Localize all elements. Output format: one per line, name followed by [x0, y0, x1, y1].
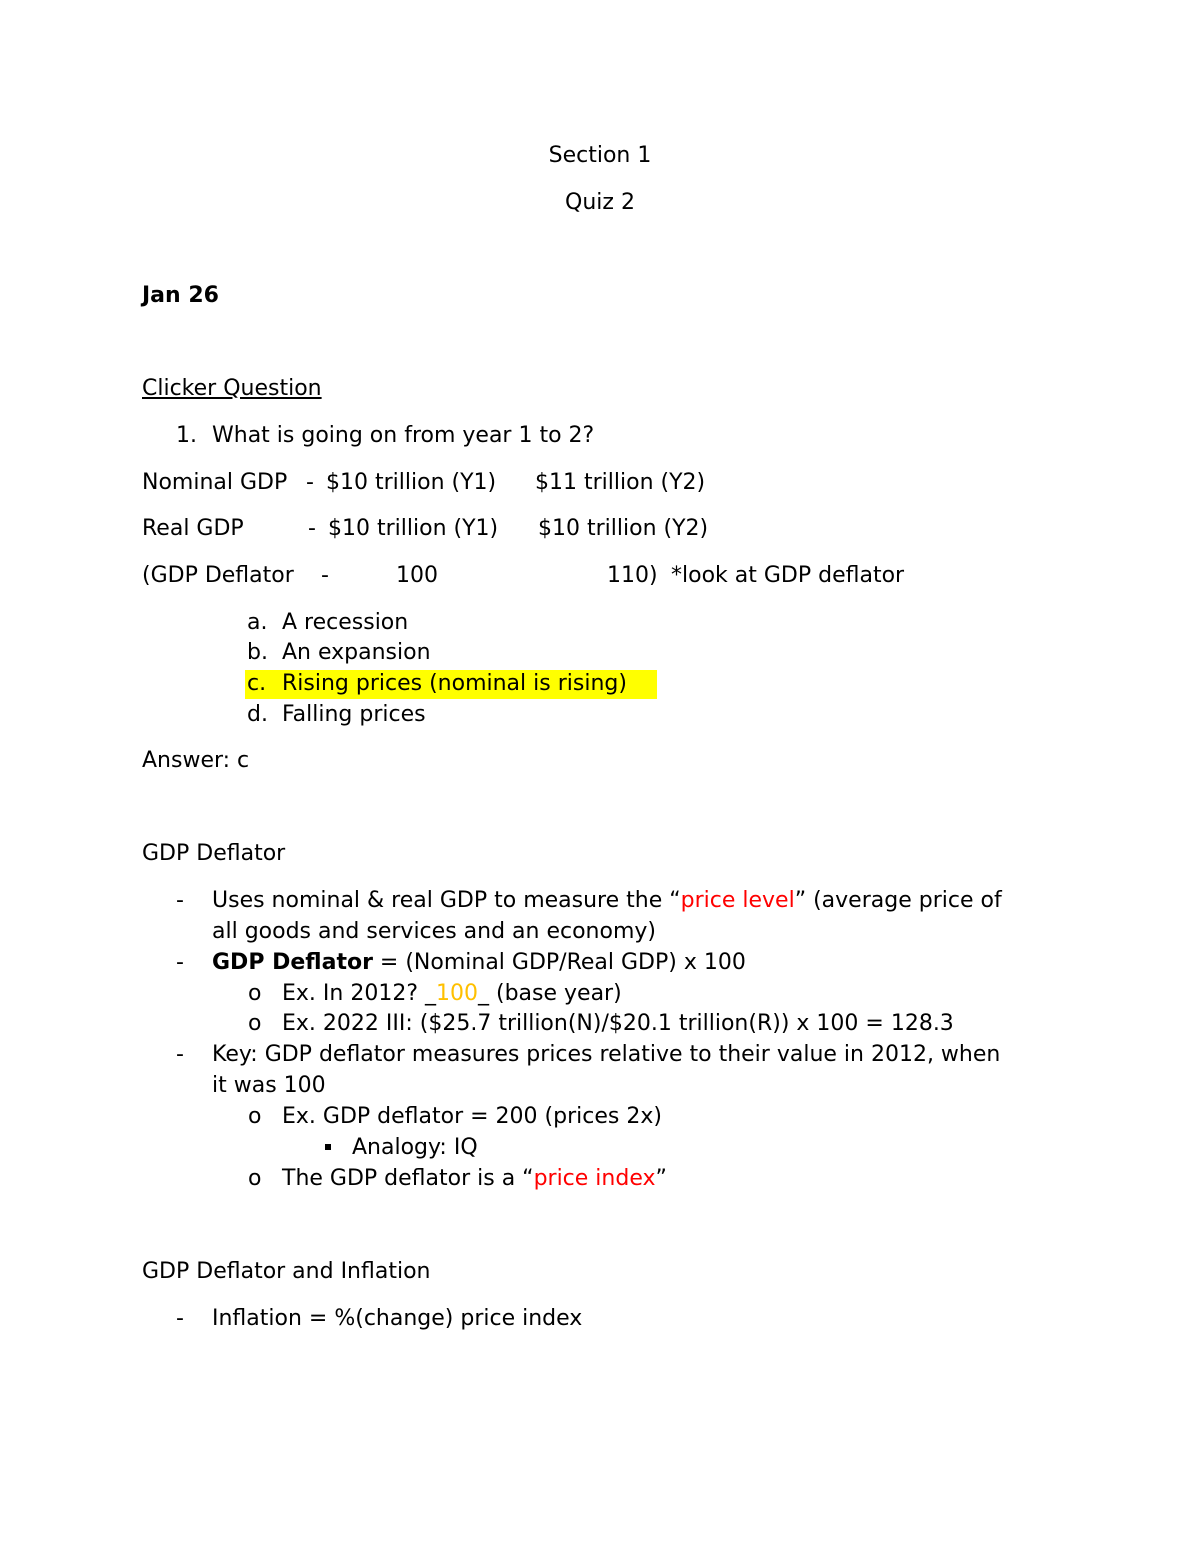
bullet-price-level: Uses nominal & real GDP to measure the “price level” (average price of [212, 888, 1002, 913]
real-dash: - [308, 516, 316, 541]
bullet-formula: GDP Deflator = (Nominal GDP/Real GDP) x 100 [212, 950, 746, 975]
bullet-dash: - [176, 888, 184, 913]
nominal-y2: $11 trillion (Y2) [535, 470, 706, 495]
option-b-letter: b. [247, 640, 268, 665]
bullet-key-cont: it was 100 [212, 1073, 326, 1098]
bullet-inflation: Inflation = %(change) price index [212, 1306, 583, 1331]
bullet-dash: - [176, 1042, 184, 1067]
sub-bullet-marker: o [248, 981, 262, 1006]
deflator-dash: - [321, 563, 329, 588]
option-d-text: Falling prices [282, 702, 426, 727]
bullet-dash: - [176, 1306, 184, 1331]
sub-bullet-marker: o [248, 1166, 262, 1191]
nominal-y1: $10 trillion (Y1) [326, 470, 497, 495]
real-label: Real GDP [142, 516, 244, 541]
real-y1: $10 trillion (Y1) [328, 516, 499, 541]
option-a-letter: a. [247, 610, 268, 635]
option-b-text: An expansion [282, 640, 431, 665]
nominal-label: Nominal GDP [142, 470, 288, 495]
deflator-label: (GDP Deflator [142, 563, 294, 588]
quiz-title: Quiz 2 [565, 190, 635, 215]
deflator-note: *look at GDP deflator [671, 563, 905, 588]
date-heading: Jan 26 [142, 283, 219, 308]
sub-bullet-base-year: Ex. In 2012? _100_ (base year) [282, 981, 622, 1006]
deflator-y2: 110) [607, 563, 658, 588]
question-text: What is going on from year 1 to 2? [212, 423, 595, 448]
sub-bullet-2022-example: Ex. 2022 III: ($25.7 trillion(N)/$20.1 trillion(R)) x 100 = 128.3 [282, 1011, 954, 1036]
deflator-y1: 100 [396, 563, 438, 588]
gdp-deflator-heading: GDP Deflator [142, 841, 286, 866]
sub-bullet-price-index: The GDP deflator is a “price index” [282, 1166, 667, 1191]
bullet-key: Key: GDP deflator measures prices relative to their value in 2012, when [212, 1042, 1001, 1067]
option-c-letter: c. [247, 671, 267, 696]
section-title: Section 1 [548, 143, 652, 168]
option-c-text: Rising prices (nominal is rising) [282, 671, 627, 696]
bullet-price-level-cont: all goods and services and an economy) [212, 919, 656, 944]
option-d-letter: d. [247, 702, 268, 727]
inflation-heading: GDP Deflator and Inflation [142, 1259, 431, 1284]
sub-bullet-marker: o [248, 1011, 262, 1036]
answer-text: Answer: c [142, 748, 250, 773]
real-y2: $10 trillion (Y2) [538, 516, 709, 541]
sub-sub-bullet-analogy: Analogy: IQ [352, 1135, 478, 1160]
clicker-heading: Clicker Question [142, 376, 322, 401]
option-a-text: A recession [282, 610, 409, 635]
sub-bullet-marker: o [248, 1104, 262, 1129]
nominal-dash: - [306, 470, 314, 495]
bullet-dash: - [176, 950, 184, 975]
square-bullet-icon [325, 1144, 331, 1150]
question-number: 1. [176, 423, 197, 448]
sub-bullet-200-example: Ex. GDP deflator = 200 (prices 2x) [282, 1104, 662, 1129]
